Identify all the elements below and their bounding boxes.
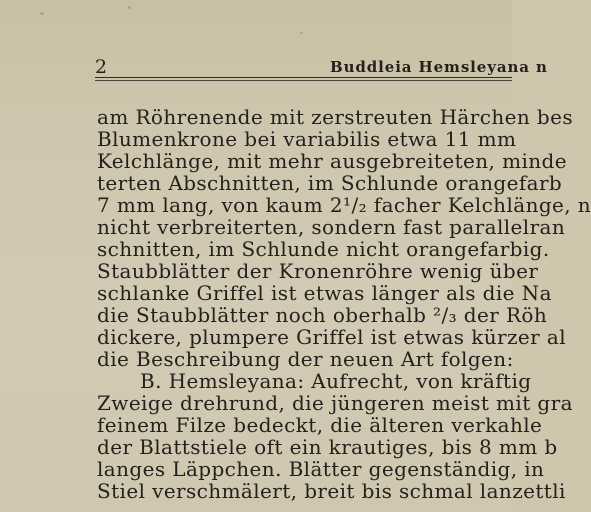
paper-blemish [300, 32, 303, 34]
text-line: langes Läppchen. Blätter gegenständig, in [97, 457, 545, 481]
running-title: Buddleia Hemsleyana n [330, 58, 548, 76]
text-line: schlanke Griffel ist etwas länger als die Na [97, 281, 552, 305]
text-line: die Staubblätter noch oberhalb ²/₃ der Röh [97, 303, 548, 327]
text-line: B. Hemsleyana: Aufrecht, von kräftig [140, 369, 532, 393]
text-line: terten Abschnitten, im Schlunde orangefarb [97, 171, 563, 195]
text-line: Staubblätter der Kronenröhre wenig über [97, 259, 539, 283]
running-header [0, 55, 548, 79]
text-line: nicht verbreiterten, sondern fast parallelran [97, 215, 566, 239]
text-line: die Beschreibung der neuen Art folgen: [97, 347, 514, 371]
paper-blemish [128, 6, 131, 9]
text-line: Stiel verschmälert, breit bis schmal lanzettli [97, 479, 566, 503]
text-line: der Blattstiele oft ein krautiges, bis 8 mm b [97, 435, 558, 459]
header-rule [95, 77, 512, 78]
text-line: Blumenkrone bei variabilis etwa 11 mm [97, 127, 517, 151]
text-line: schnitten, im Schlunde nicht orangefarbig. [97, 237, 550, 261]
text-line: am Röhrenende mit zerstreuten Härchen bes [97, 105, 573, 129]
header-rule-thin [95, 80, 512, 81]
paper-blemish [40, 12, 44, 15]
text-line: feinem Filze bedeckt, die älteren verkahle [97, 413, 543, 437]
text-line: 7 mm lang, von kaum 2¹/₂ facher Kelchlänge, n [97, 193, 591, 217]
text-line: Kelchlänge, mit mehr ausgebreiteten, minde [97, 149, 567, 173]
text-line: dickere, plumpere Griffel ist etwas kürzer al [97, 325, 566, 349]
page-number: 2 [95, 56, 108, 78]
text-line: Zweige drehrund, die jüngeren meist mit gra [97, 391, 573, 415]
